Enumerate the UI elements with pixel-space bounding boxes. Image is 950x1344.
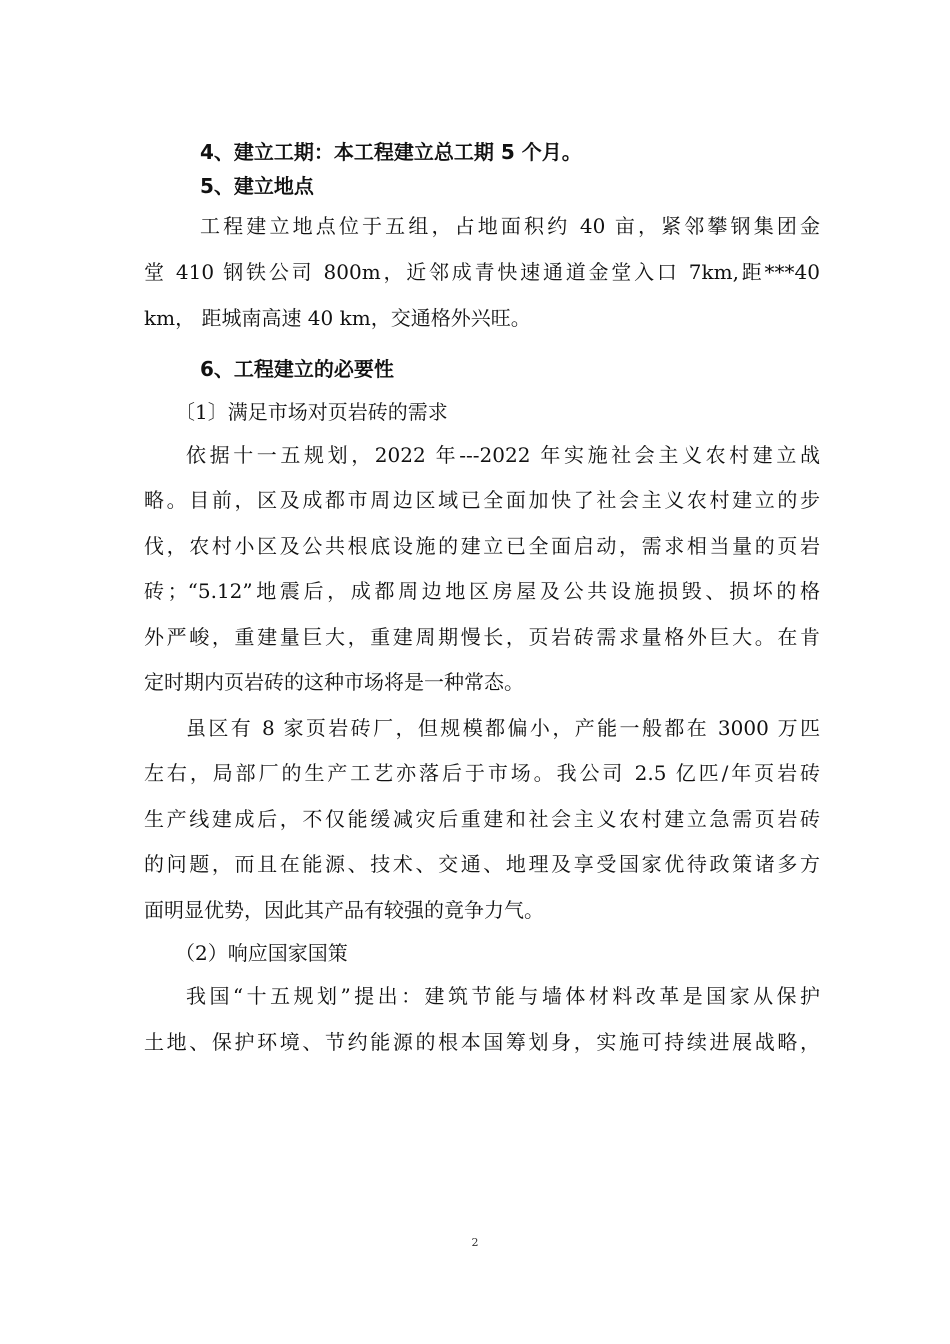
section-4-heading: 4、建立工期：本工程建立总工期 5 个月。 xyxy=(200,140,582,164)
paragraph-line: 略。目前，区及成都市周边区域已全面加快了社会主义农村建立的步 xyxy=(144,488,820,512)
section-5-heading: 5、建立地点 xyxy=(200,174,314,198)
paragraph-line: 定时期内页岩砖的这种市场将是一种常态。 xyxy=(144,670,524,694)
paragraph-line: 我国“十五规划”提出：建筑节能与墙体材料改革是国家从保护 xyxy=(186,984,820,1008)
section-5-line: km， 距城南高速 40 km，交通格外兴旺。 xyxy=(144,306,531,330)
subsection-2-title: （2）响应国家国策 xyxy=(175,941,348,965)
page-number: 2 xyxy=(471,1236,479,1249)
paragraph-line: 虽区有 8 家页岩砖厂，但规模都偏小，产能一般都在 3000 万匹 xyxy=(186,716,820,740)
paragraph-line: 生产线建成后，不仅能缓减灾后重建和社会主义农村建立急需页岩砖 xyxy=(144,807,820,831)
paragraph-line: 左右，局部厂的生产工艺亦落后于市场。我公司 2.5 亿匹/年页岩砖 xyxy=(144,761,820,785)
section-5-line: 工程建立地点位于五组，占地面积约 40 亩，紧邻攀钢集团金 xyxy=(200,214,820,238)
paragraph-line: 伐，农村小区及公共根底设施的建立已全面启动，需求相当量的页岩 xyxy=(144,534,820,558)
paragraph-line: 土地、保护环境、节约能源的根本国筹划身，实施可持续进展战略， xyxy=(144,1030,820,1054)
subsection-1-title: 〔1〕满足市场对页岩砖的需求 xyxy=(175,400,448,424)
paragraph-line: 依据十一五规划，2022 年---2022 年实施社会主义农村建立战 xyxy=(186,443,820,467)
paragraph-line: 砖；“5.12”地震后，成都周边地区房屋及公共设施损毁、损坏的格 xyxy=(144,579,820,603)
paragraph-line: 的问题，而且在能源、技术、交通、地理及享受国家优待政策诸多方 xyxy=(144,852,820,876)
section-5-line: 堂 410 钢铁公司 800m，近邻成青快速通道金堂入口 7km,距***40 xyxy=(144,260,820,284)
paragraph-line: 外严峻，重建量巨大，重建周期慢长，页岩砖需求量格外巨大。在肯 xyxy=(144,625,820,649)
paragraph-line: 面明显优势，因此其产品有较强的竟争力气。 xyxy=(144,898,544,922)
section-6-heading: 6、工程建立的必要性 xyxy=(200,357,394,381)
